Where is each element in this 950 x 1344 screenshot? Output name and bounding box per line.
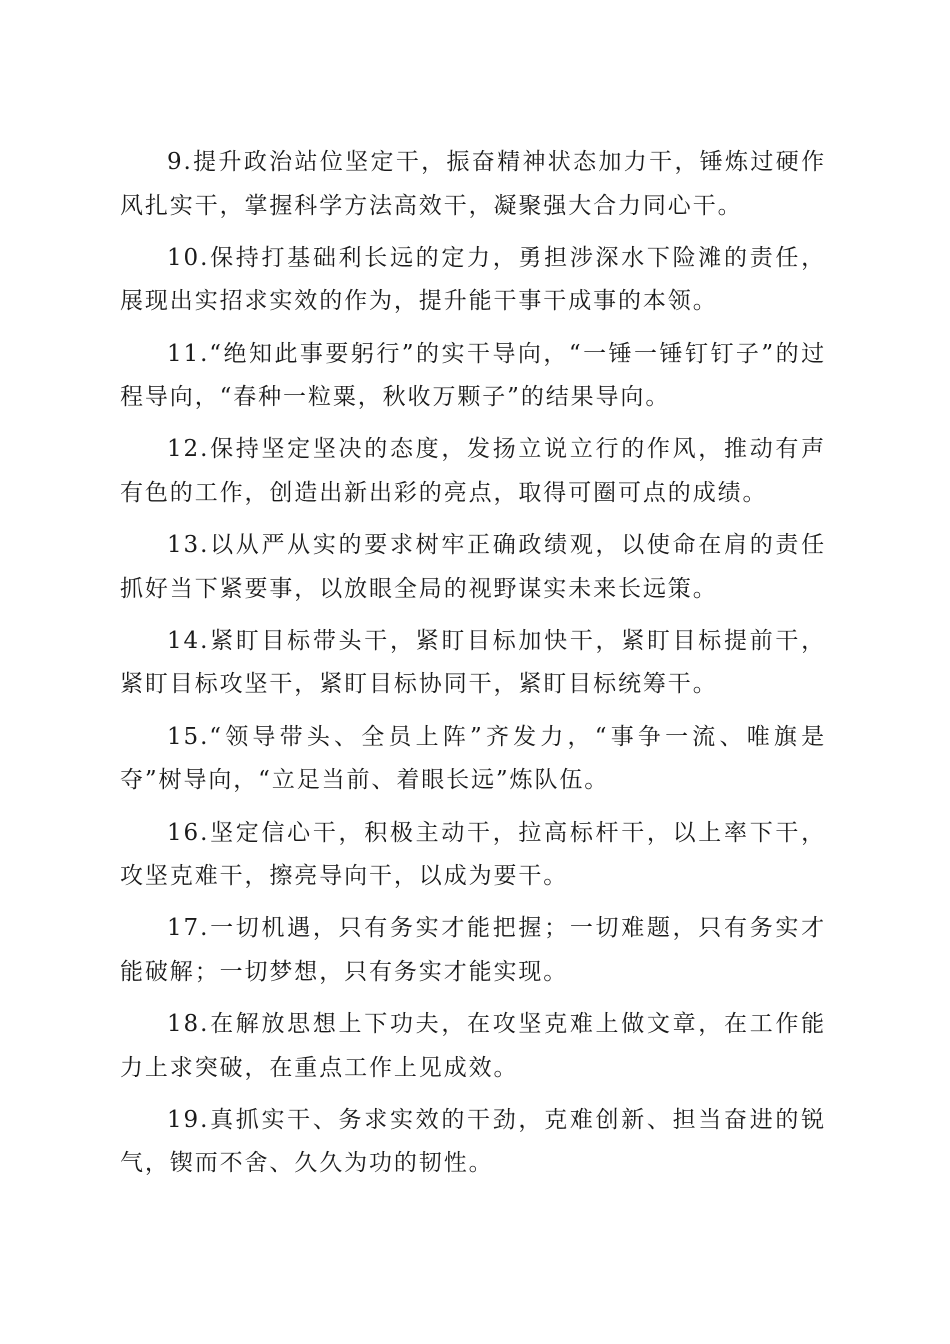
list-item: 16.坚定信心干，积极主动干，拉高标杆干，以上率下干，攻坚克难干，擦亮导向干，以成为要干。 xyxy=(120,819,826,890)
list-item: 10.保持打基础利长远的定力，勇担涉深水下险滩的责任，展现出实招求实效的作为，提升能干事干成事的本领。 xyxy=(120,244,826,315)
list-item: 14.紧盯目标带头干，紧盯目标加快干，紧盯目标提前干，紧盯目标攻坚干，紧盯目标协同干，紧盯目标统筹干。 xyxy=(120,627,826,698)
list-item: 19.真抓实干、务求实效的干劲，克难创新、担当奋进的锐气，锲而不舍、久久为功的韧性。 xyxy=(120,1106,826,1177)
list-item: 9.提升政治站位坚定干，振奋精神状态加力干，锤炼过硬作风扎实干，掌握科学方法高效干，凝聚强大合力同心干。 xyxy=(120,149,826,219)
list-item: 12.保持坚定坚决的态度，发扬立说立行的作风，推动有声有色的工作，创造出新出彩的亮点，取得可圈可点的成绩。 xyxy=(120,436,826,506)
list-item: 17.一切机遇，只有务实才能把握；一切难题，只有务实才能破解；一切梦想，只有务实才能实现。 xyxy=(120,915,826,985)
list-item: 11.“绝知此事要躬行”的实干导向，“一锤一锤钉钉子”的过程导向，“春种一粒粟，秋收万颗子”的结果导向。 xyxy=(120,340,826,411)
list-item: 18.在解放思想上下功夫，在攻坚克难上做文章，在工作能力上求突破，在重点工作上见成效。 xyxy=(120,1011,826,1081)
list-item: 15.“领导带头、全员上阵”齐发力，“事争一流、唯旗是夺”树导向，“立足当前、着眼长远”炼队伍。 xyxy=(120,723,826,794)
list-item: 13.以从严从实的要求树牢正确政绩观，以使命在肩的责任抓好当下紧要事，以放眼全局的视野谋实未来长远策。 xyxy=(120,532,826,602)
document-body xyxy=(120,141,826,1195)
